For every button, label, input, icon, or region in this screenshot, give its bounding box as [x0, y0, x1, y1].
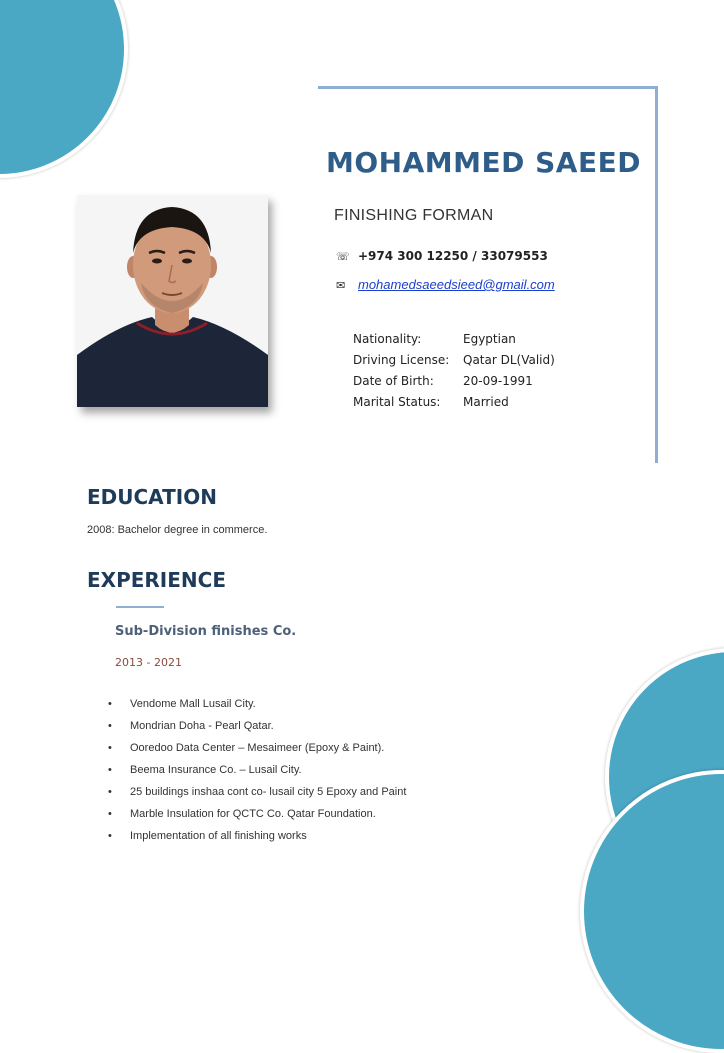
envelope-icon: ✉ [336, 280, 346, 292]
detail-label: Driving License: [353, 352, 450, 367]
phone-number: +974 300 12250 / 33079553 [358, 249, 548, 263]
header-frame-right-line [655, 86, 658, 463]
company-name: Sub-Division finishes Co. [115, 624, 297, 639]
detail-value: 20-09-1991 [463, 373, 533, 388]
project-text: Mondrian Doha - Pearl Qatar. [130, 720, 274, 732]
project-list [108, 698, 406, 852]
project-text: Vendome Mall Lusail City. [130, 698, 256, 710]
project-text: Beema Insurance Co. – Lusail City. [130, 764, 302, 776]
list-item [108, 808, 406, 830]
detail-row-nationality [353, 328, 555, 349]
employment-period: 2013 - 2021 [115, 656, 182, 669]
candidate-name: MOHAMMED SAEED [326, 146, 641, 179]
detail-value: Married [463, 394, 509, 409]
education-entry: 2008: Bachelor degree in commerce. [87, 524, 268, 536]
detail-row-marital-status [353, 391, 555, 412]
list-item [108, 742, 406, 764]
decorative-circle-top-left [0, 0, 128, 178]
list-item [108, 786, 406, 808]
phone-icon: ☏ [336, 250, 350, 263]
bullet-icon: • [108, 742, 112, 754]
experience-heading: EXPERIENCE [87, 568, 226, 592]
project-text: Implementation of all finishing works [130, 830, 307, 842]
detail-value: Egyptian [463, 331, 516, 346]
bullet-icon: • [108, 808, 112, 820]
detail-value: Qatar DL(Valid) [463, 352, 555, 367]
list-item [108, 720, 406, 742]
detail-label: Nationality: [353, 331, 422, 346]
decorative-circle-bottom-right-lower [580, 770, 724, 1053]
bullet-icon: • [108, 786, 112, 798]
detail-label: Marital Status: [353, 394, 441, 409]
profile-photo [77, 195, 268, 407]
email-link[interactable]: mohamedsaeedsieed@gmail.com [358, 277, 555, 292]
phone-row [336, 249, 548, 263]
job-title: FINISHING FORMAN [334, 207, 494, 224]
header-frame-top-line [318, 86, 658, 89]
portrait-illustration [77, 195, 268, 407]
bullet-icon: • [108, 698, 112, 710]
list-item [108, 698, 406, 720]
list-item [108, 764, 406, 786]
detail-row-date-of-birth [353, 370, 555, 391]
detail-label: Date of Birth: [353, 373, 434, 388]
personal-details [353, 328, 555, 412]
bullet-icon: • [108, 830, 112, 842]
list-item [108, 830, 406, 852]
experience-divider [116, 606, 164, 608]
email-row [336, 277, 555, 292]
bullet-icon: • [108, 764, 112, 776]
education-heading: EDUCATION [87, 485, 217, 509]
project-text: Marble Insulation for QCTC Co. Qatar Foundation. [130, 808, 376, 820]
detail-row-driving-license [353, 349, 555, 370]
bullet-icon: • [108, 720, 112, 732]
project-text: Ooredoo Data Center – Mesaimeer (Epoxy & Paint). [130, 742, 385, 754]
project-text: 25 buildings inshaa cont co- lusail city 5 Epoxy and Paint [130, 786, 407, 798]
